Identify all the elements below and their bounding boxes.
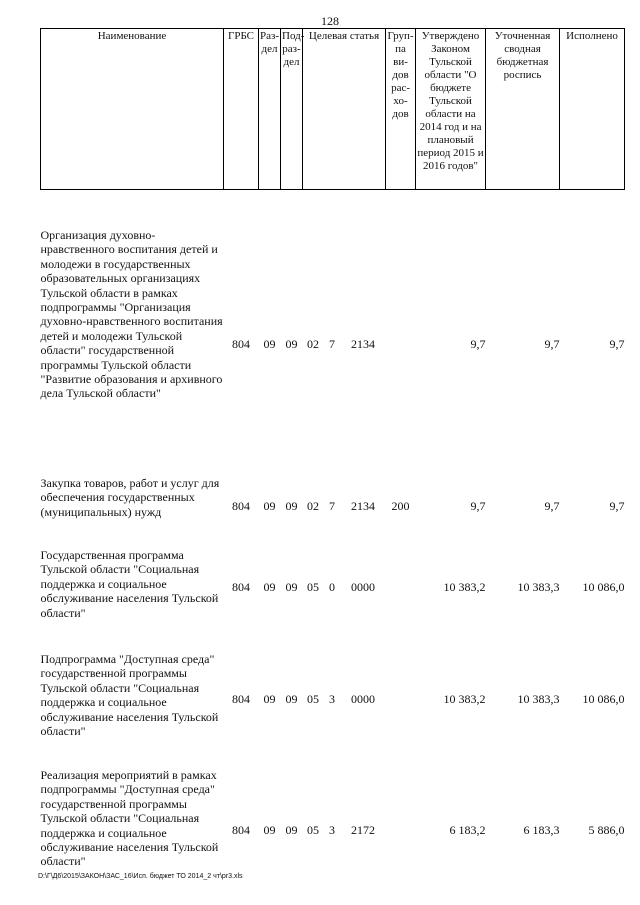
table-row — [41, 476, 625, 536]
row-target-code: 2172 — [351, 822, 376, 837]
row-executed: 9,7 — [609, 498, 625, 513]
table-header — [41, 29, 625, 190]
row-razdel: 09 — [263, 691, 276, 706]
row-grbs: 804 — [232, 498, 250, 513]
row-podrazdel: 09 — [285, 336, 298, 351]
row-target-code: 0000 — [351, 691, 376, 706]
row-approved: 9,7 — [470, 498, 486, 513]
row-podrazdel: 09 — [285, 822, 298, 837]
row-target-subprogram: 0 — [329, 579, 335, 594]
header-target-article: Целевая статья — [303, 29, 386, 190]
table-row — [41, 652, 625, 746]
row-executed: 10 086,0 — [582, 691, 625, 706]
row-name: Государственная программа Тульской области "Социальная поддержка и социальное обслуживание населения Тульской области" — [40, 548, 219, 620]
row-target-code: 2134 — [351, 336, 376, 351]
row-approved: 6 183,2 — [449, 822, 486, 837]
footer-file-path: D:\Г\Д6\2015\ЗАКОН\ЗАС_16\Исп. бюджет ТО 2014_2 чт\pr3.xls — [38, 873, 243, 880]
row-grbs: 804 — [232, 822, 250, 837]
header-expense-group: Груп- па ви- дов рас- хо- дов — [386, 29, 416, 190]
row-target-code: 2134 — [351, 498, 376, 513]
table-row — [41, 548, 625, 626]
page-number: 128 — [321, 14, 339, 28]
header-razdel: Раз- дел — [259, 29, 281, 190]
row-executed: 5 886,0 — [588, 822, 625, 837]
row-approved: 10 383,2 — [443, 691, 486, 706]
row-target-program: 05 — [307, 579, 319, 594]
row-razdel: 09 — [263, 336, 276, 351]
row-revised: 9,7 — [544, 498, 560, 513]
row-executed: 10 086,0 — [582, 579, 625, 594]
row-target-subprogram: 3 — [329, 691, 335, 706]
header-name: Наименование — [41, 29, 224, 190]
row-podrazdel: 09 — [285, 579, 298, 594]
row-approved: 10 383,2 — [443, 579, 486, 594]
row-name: Реализация мероприятий в рамках подпрограммы "Доступная среда" государственной программы Тульской области "Социальная поддержка и социальное обслуживание населения Тульской области" — [40, 768, 219, 869]
row-grbs: 804 — [232, 691, 250, 706]
row-expense-group — [386, 768, 416, 892]
row-target-program: 05 — [307, 691, 319, 706]
row-podrazdel: 09 — [285, 498, 298, 513]
row-razdel: 09 — [263, 579, 276, 594]
row-revised: 9,7 — [544, 336, 560, 351]
row-approved: 9,7 — [470, 336, 486, 351]
row-name: Организация духовно-нравственного воспитания детей и молодежи в государственных образовательных организациях Тульской области в рамках подпрограммы "Организация духовно-нравственного воспитания детей и молодежи Тульской области" государственной программы Тульской области "Развитие образования и архивного дела Тульской области" — [40, 228, 223, 401]
row-expense-group — [386, 652, 416, 746]
row-target-program: 05 — [307, 822, 319, 837]
row-revised: 10 383,3 — [517, 579, 560, 594]
row-expense-group — [386, 228, 416, 460]
header-executed: Исполнено — [560, 29, 625, 190]
row-executed: 9,7 — [609, 336, 625, 351]
row-target-subprogram: 3 — [329, 822, 335, 837]
row-name: Подпрограмма "Доступная среда" государственной программы Тульской области "Социальная поддержка и социальное обслуживание населения Тульской области" — [40, 652, 219, 738]
row-target-subprogram: 7 — [329, 336, 335, 351]
row-target-program: 02 — [307, 498, 319, 513]
row-revised: 10 383,3 — [517, 691, 560, 706]
header-grbs: ГРБС — [224, 29, 259, 190]
row-razdel: 09 — [263, 822, 276, 837]
row-expense-group — [386, 548, 416, 626]
table-row — [41, 228, 625, 460]
row-grbs: 804 — [232, 336, 250, 351]
row-target-program: 02 — [307, 336, 319, 351]
row-podrazdel: 09 — [285, 691, 298, 706]
row-razdel: 09 — [263, 498, 276, 513]
row-name: Закупка товаров, работ и услуг для обеспечения государственных (муниципальных) нужд — [40, 476, 220, 519]
row-target-code: 0000 — [351, 579, 376, 594]
row-revised: 6 183,3 — [523, 822, 560, 837]
budget-table — [40, 28, 625, 892]
row-expense-group: 200 — [391, 498, 410, 513]
header-podrazdel: Под- раз- дел — [281, 29, 303, 190]
row-target-subprogram: 7 — [329, 498, 335, 513]
row-grbs: 804 — [232, 579, 250, 594]
header-approved: Утверждено Законом Тульской области "О бюджете Тульской области на 2014 год и на плановый период 2015 и 2016 годов" — [416, 29, 486, 190]
header-revised: Уточненная сводная бюджетная роспись — [486, 29, 560, 190]
